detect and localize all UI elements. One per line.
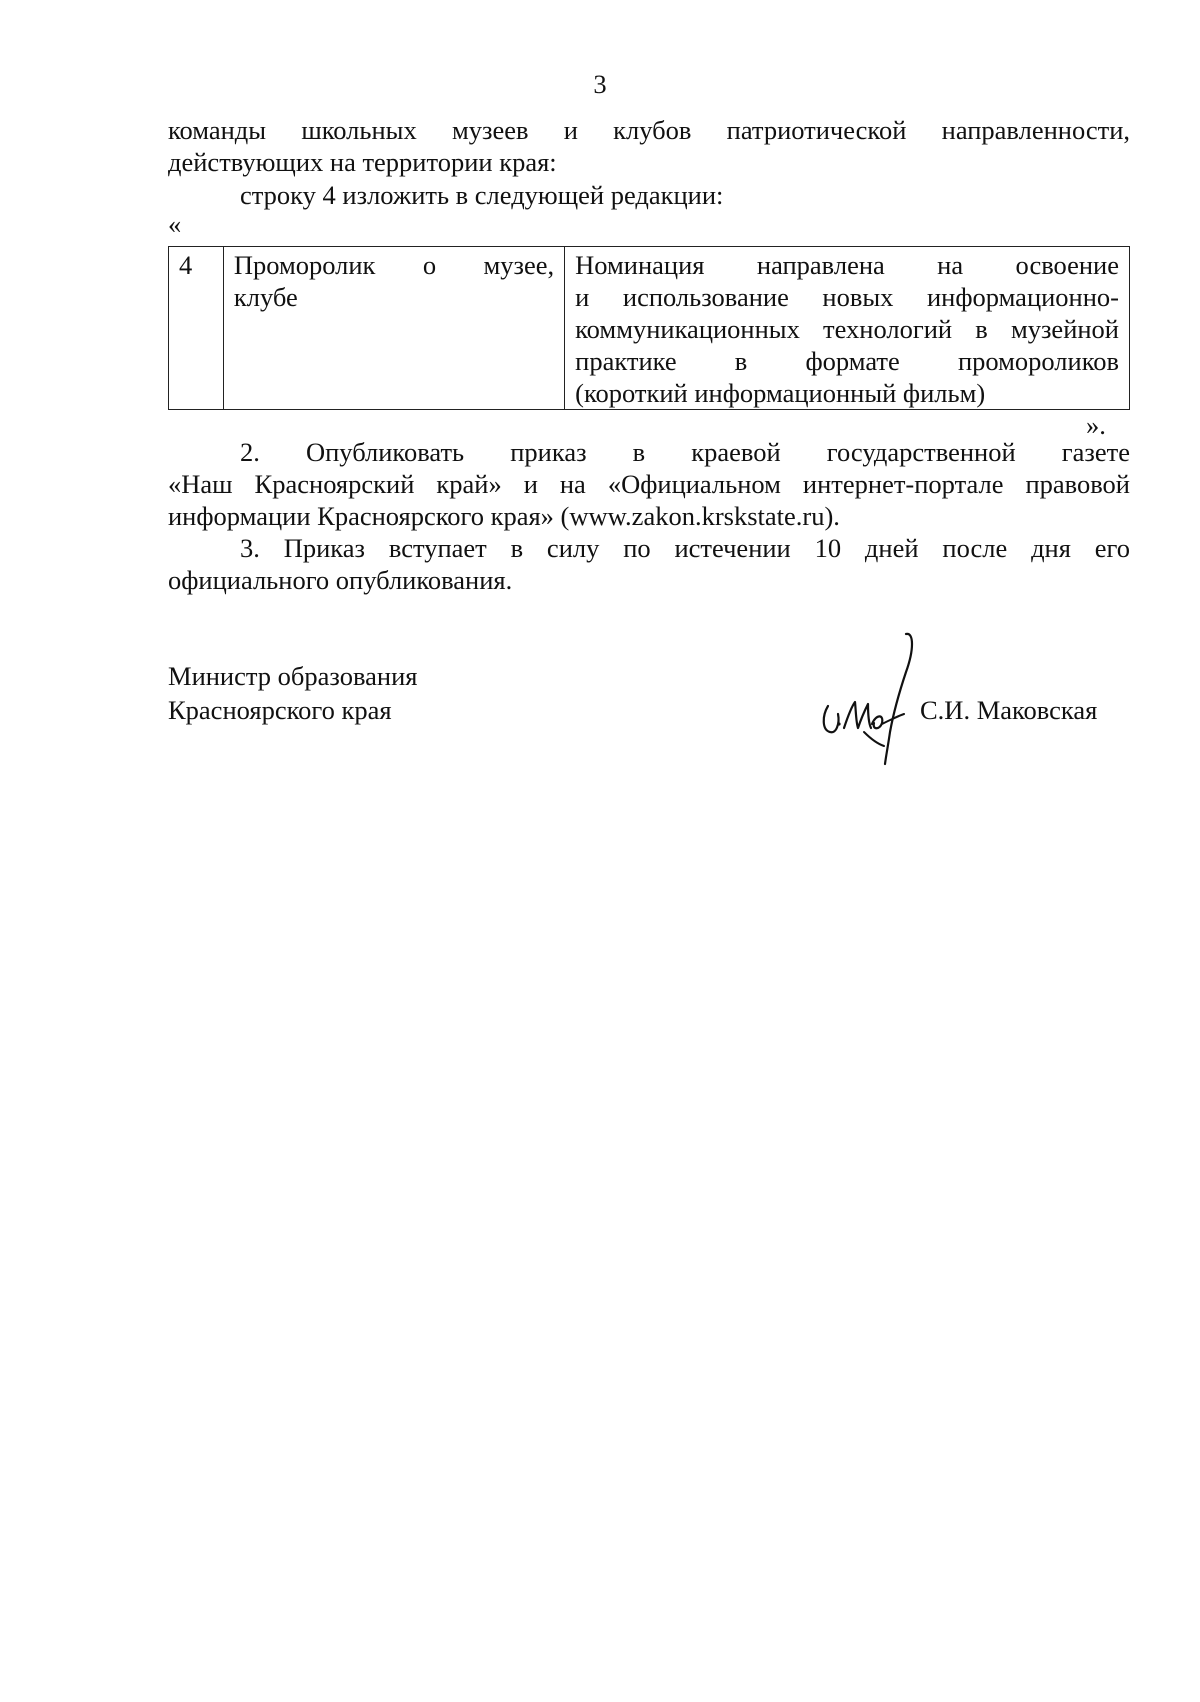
row-description-line-1: Номинация направлена на освоение — [575, 250, 1119, 280]
intro-line-1: команды школьных музеев и клубов патриотической направленности, — [168, 115, 1130, 145]
signatory-name: С.И. Маковская — [920, 695, 1098, 725]
row-number: 4 — [179, 250, 193, 280]
row-description-line-2: и использование новых информационно- — [575, 282, 1119, 312]
row-description-line-5: (короткий информационный фильм) — [575, 378, 986, 408]
page-number: 3 — [593, 69, 607, 99]
row-number-cell — [169, 247, 224, 410]
item3-line-2: официального опубликования. — [168, 565, 513, 595]
row-description-cell — [565, 247, 1130, 410]
item3-line-1: 3. Приказ вступает в силу по истечении 10 дней после дня его — [240, 533, 1130, 563]
closing-quote: ». — [1086, 410, 1106, 440]
signatory-position-line-1: Министр образования — [168, 661, 418, 691]
signatory-position-line-2: Красноярского края — [168, 695, 392, 725]
item2-line-1: 2. Опубликовать приказ в краевой государственной газете — [240, 437, 1130, 467]
row-name-line-1: Проморолик о музее, — [233, 250, 555, 280]
table-row — [169, 247, 1130, 410]
intro-line-2: действующих на территории края: — [168, 147, 557, 177]
amendment-table — [168, 246, 1130, 410]
intro-line-3: строку 4 изложить в следующей редакции: — [240, 180, 724, 210]
row-name-cell — [223, 247, 564, 410]
row-description-line-4: практике в формате промороликов — [575, 346, 1119, 376]
handwritten-signature — [820, 628, 930, 768]
item2-line-2: «Наш Красноярский край» и на «Официальном интернет-портале правовой — [168, 469, 1130, 499]
item2-line-3: информации Красноярского края» (www.zakon.krskstate.ru). — [168, 501, 840, 531]
opening-quote: « — [168, 209, 182, 239]
row-description-line-3: коммуникационных технологий в музейной — [575, 314, 1119, 344]
row-name-line-2: клубе — [233, 282, 298, 312]
